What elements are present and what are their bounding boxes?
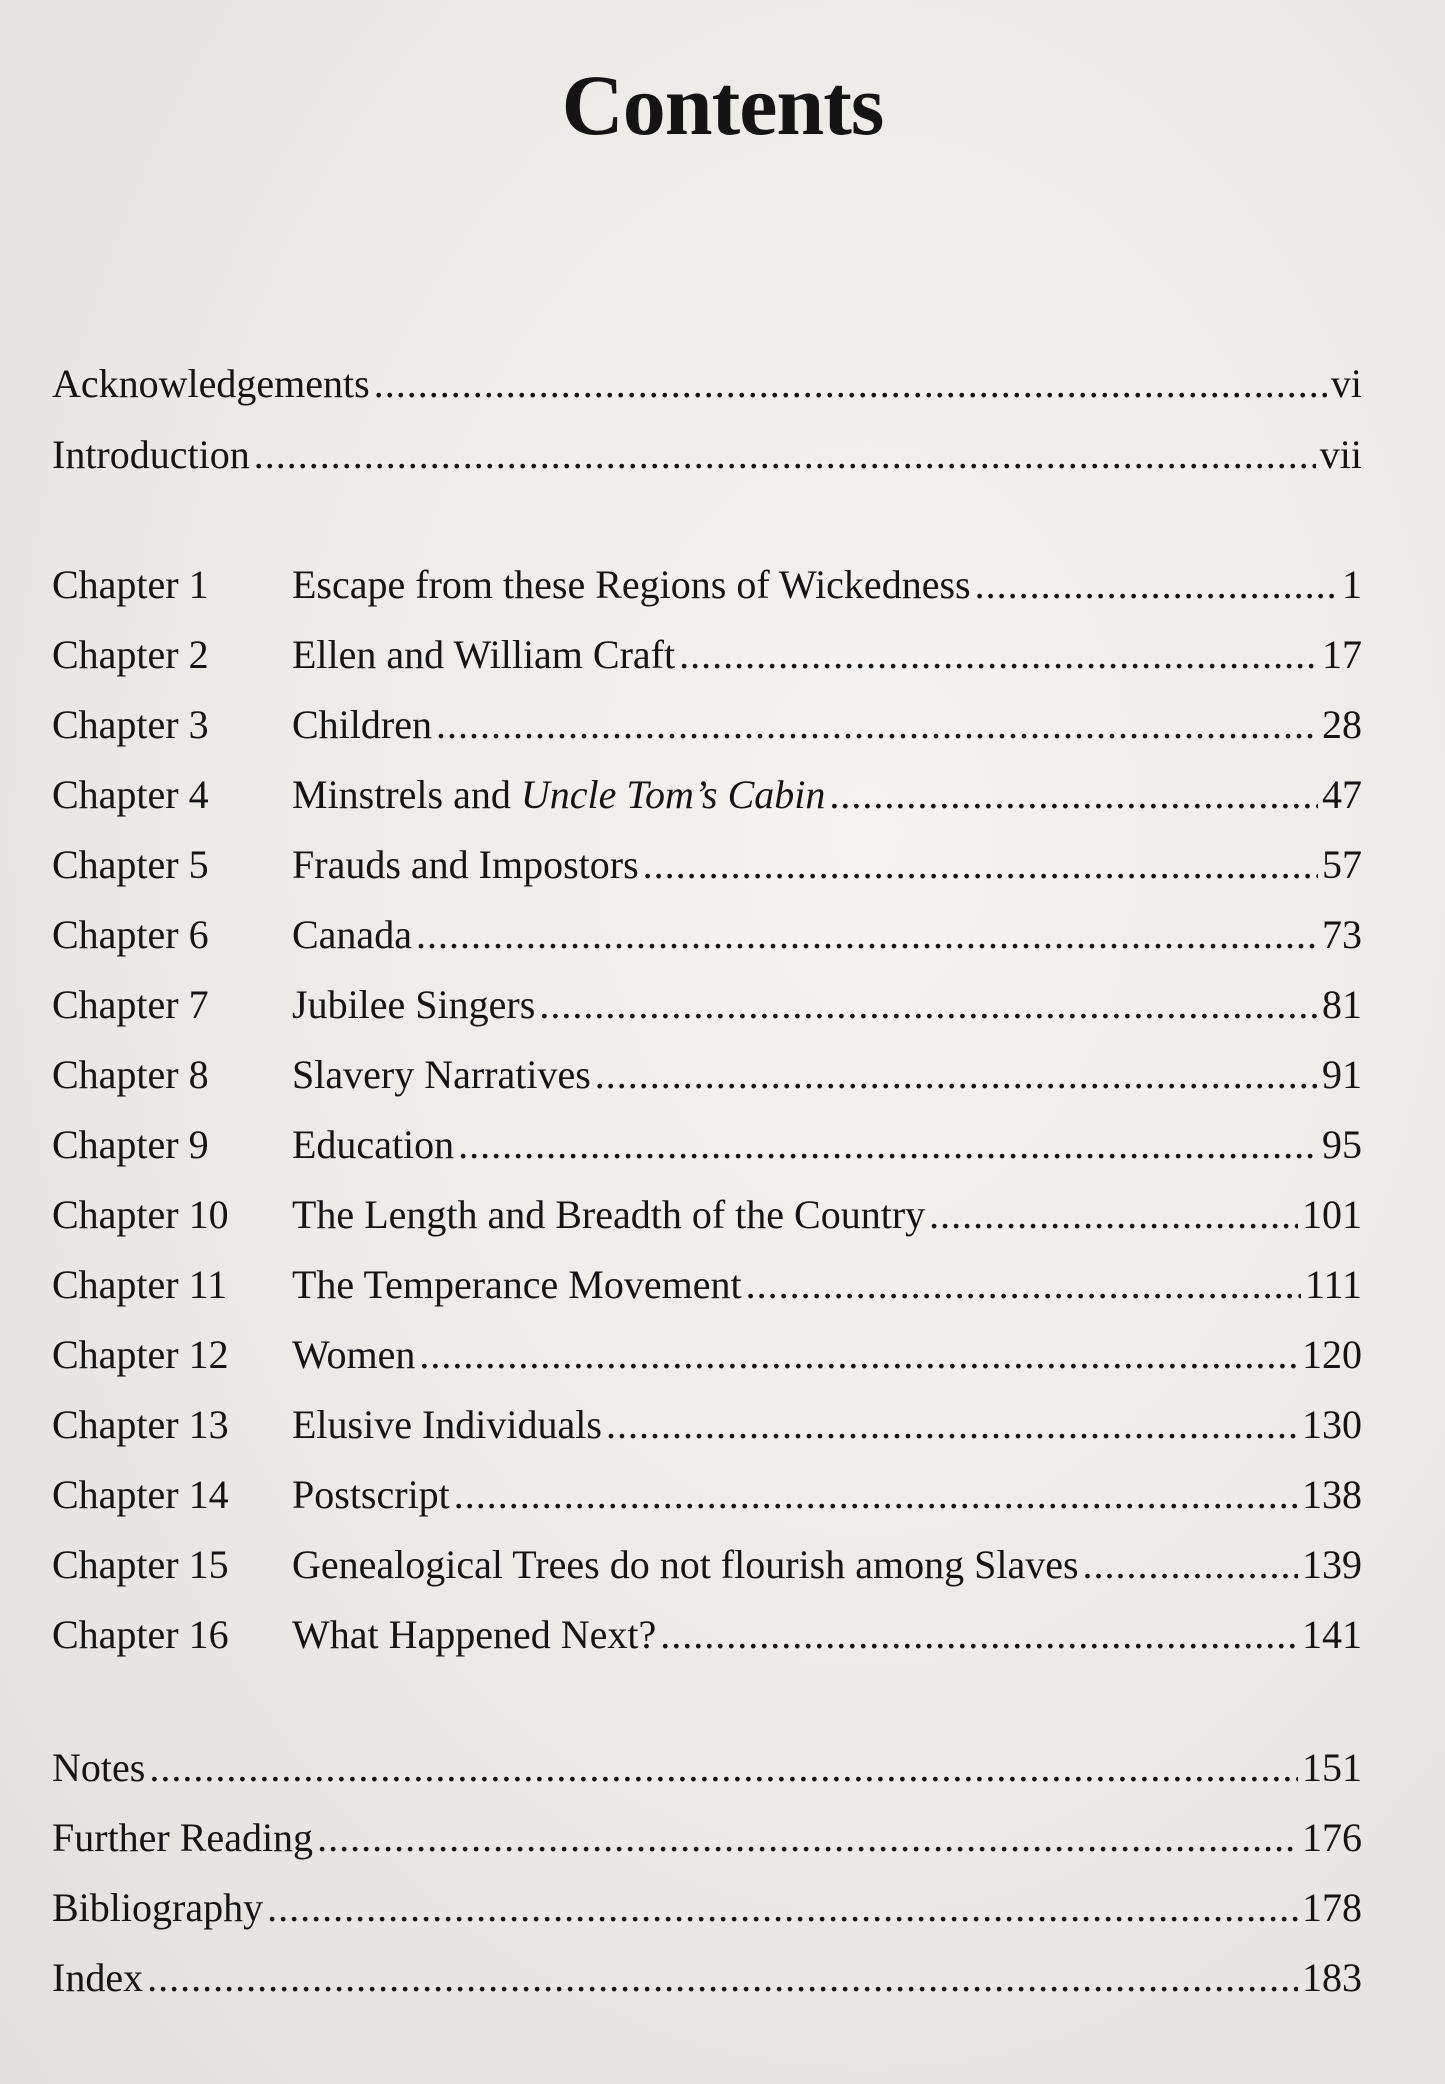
page-title: Contents	[561, 57, 884, 153]
toc-entry-text: Introduction	[52, 432, 250, 477]
chapter-title: The Temperance Movement	[292, 1262, 742, 1307]
toc-chapter-5	[52, 839, 1362, 891]
toc-page-number: vii	[1319, 432, 1362, 477]
chapter-label: Chapter 9	[52, 1122, 209, 1167]
dot-leader	[419, 1329, 1298, 1381]
chapter-label: Chapter 14	[52, 1472, 229, 1517]
chapter-title-italic: Uncle Tom’s Cabin	[520, 772, 826, 817]
toc-page-number: vi	[1330, 361, 1362, 406]
toc-entry-acknowledgements	[52, 358, 1362, 410]
toc-entry-text: Index	[52, 1955, 144, 2000]
toc-page-number: 17	[1322, 632, 1362, 677]
toc-page-number: 151	[1302, 1745, 1362, 1790]
toc-page-number: 138	[1302, 1472, 1362, 1517]
toc-page-number: 178	[1302, 1885, 1362, 1930]
toc-chapter-1	[52, 559, 1362, 611]
toc-chapter-8	[52, 1049, 1362, 1101]
dot-leader	[454, 1469, 1298, 1521]
toc-page-number: 183	[1302, 1955, 1362, 2000]
dot-leader	[975, 559, 1338, 611]
dot-leader	[147, 1952, 1298, 2004]
chapter-title: Elusive Individuals	[292, 1402, 602, 1447]
toc-page-number: 95	[1322, 1122, 1362, 1167]
chapter-label: Chapter 15	[52, 1542, 229, 1587]
toc-chapter-10	[52, 1189, 1362, 1241]
toc-chapter-13	[52, 1399, 1362, 1451]
toc-chapter-12	[52, 1329, 1362, 1381]
toc-entry-text: Notes	[52, 1745, 146, 1790]
chapter-label: Chapter 5	[52, 842, 209, 887]
dot-leader	[539, 979, 1318, 1031]
toc-entry-text: Bibliography	[52, 1885, 264, 1930]
chapter-label: Chapter 4	[52, 772, 209, 817]
dot-leader	[606, 1399, 1298, 1451]
toc-chapter-7	[52, 979, 1362, 1031]
chapter-title: Postscript	[292, 1472, 450, 1517]
dot-leader	[929, 1189, 1298, 1241]
toc-chapter-2	[52, 629, 1362, 681]
dot-leader	[374, 358, 1327, 410]
toc-chapter-15	[52, 1539, 1362, 1591]
chapter-label: Chapter 6	[52, 912, 209, 957]
toc-chapter-9	[52, 1119, 1362, 1171]
toc-page-number: 111	[1304, 1262, 1362, 1307]
toc-chapter-11	[52, 1259, 1362, 1311]
chapter-label: Chapter 1	[52, 562, 209, 607]
toc-page-number: 57	[1322, 842, 1362, 887]
chapter-label: Chapter 16	[52, 1612, 229, 1657]
dot-leader	[458, 1119, 1318, 1171]
toc-page-number: 91	[1322, 1052, 1362, 1097]
toc-page-number: 101	[1302, 1192, 1362, 1237]
chapter-title: Jubilee Singers	[292, 982, 536, 1027]
dot-leader	[416, 909, 1318, 961]
dot-leader	[746, 1259, 1301, 1311]
chapter-label: Chapter 10	[52, 1192, 229, 1237]
chapter-title: Children	[292, 702, 432, 747]
toc-entry-notes	[52, 1742, 1362, 1794]
chapter-label: Chapter 3	[52, 702, 209, 747]
chapter-title: What Happened Next?	[292, 1612, 657, 1657]
dot-leader	[829, 769, 1318, 821]
toc-entry-further-reading	[52, 1812, 1362, 1864]
toc-chapter-14	[52, 1469, 1362, 1521]
dot-leader	[267, 1882, 1298, 1934]
chapter-title: The Length and Breadth of the Country	[292, 1192, 926, 1237]
dot-leader	[679, 629, 1318, 681]
toc-chapter-3	[52, 699, 1362, 751]
toc-page-number: 28	[1322, 702, 1362, 747]
chapter-title: Escape from these Regions of Wickedness	[292, 562, 971, 607]
toc-page-number: 1	[1342, 562, 1362, 607]
toc-page-number: 47	[1322, 772, 1362, 817]
dot-leader	[149, 1742, 1298, 1794]
toc-page-number: 130	[1302, 1402, 1362, 1447]
chapter-title: Ellen and William Craft	[292, 632, 676, 677]
chapter-title: Slavery Narratives	[292, 1052, 591, 1097]
chapter-label: Chapter 7	[52, 982, 209, 1027]
chapter-title: Women	[292, 1332, 416, 1377]
toc-entry-index	[52, 1952, 1362, 2004]
chapter-label: Chapter 13	[52, 1402, 229, 1447]
toc-page-number: 73	[1322, 912, 1362, 957]
dot-leader	[254, 429, 1316, 481]
toc-entry-bibliography	[52, 1882, 1362, 1934]
toc-entry-introduction	[52, 429, 1362, 481]
chapter-label: Chapter 12	[52, 1332, 229, 1377]
toc-page-number: 81	[1322, 982, 1362, 1027]
chapter-title: Canada	[292, 912, 412, 957]
chapter-title: Genealogical Trees do not flourish among Slaves	[292, 1542, 1079, 1587]
toc-entry-text: Further Reading	[52, 1815, 314, 1860]
toc-chapter-4	[52, 769, 1362, 821]
chapter-label: Chapter 11	[52, 1262, 228, 1307]
dot-leader	[1083, 1539, 1298, 1591]
dot-leader	[643, 839, 1318, 891]
toc-page-number: 120	[1302, 1332, 1362, 1377]
chapter-title	[292, 769, 825, 821]
toc-page-number: 141	[1302, 1612, 1362, 1657]
chapter-label: Chapter 2	[52, 632, 209, 677]
toc-page-number: 139	[1302, 1542, 1362, 1587]
toc-chapter-6	[52, 909, 1362, 961]
dot-leader	[595, 1049, 1318, 1101]
chapter-title: Frauds and Impostors	[292, 842, 639, 887]
chapter-title-plain: Minstrels and	[292, 772, 521, 817]
dot-leader	[660, 1609, 1298, 1661]
toc-chapter-16	[52, 1609, 1362, 1661]
dot-leader	[317, 1812, 1298, 1864]
toc-entry-text: Acknowledgements	[52, 361, 370, 406]
chapter-label: Chapter 8	[52, 1052, 209, 1097]
dot-leader	[436, 699, 1318, 751]
toc-page-number: 176	[1302, 1815, 1362, 1860]
chapter-title: Education	[292, 1122, 455, 1167]
